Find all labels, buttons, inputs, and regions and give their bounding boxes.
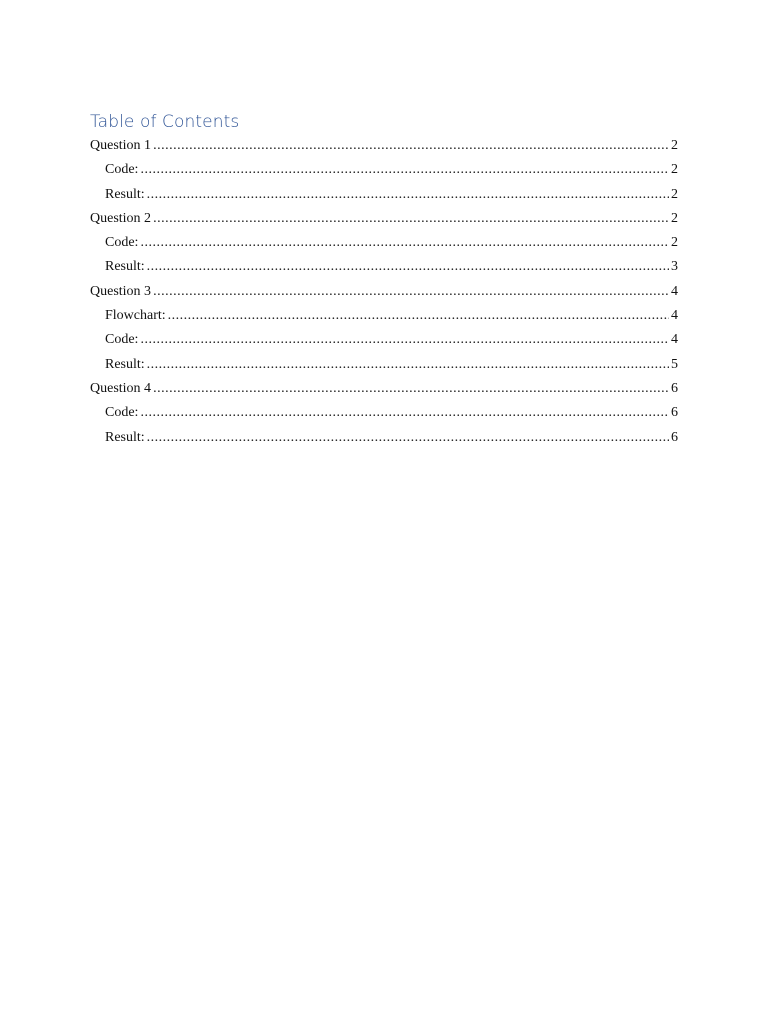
toc-entry-page-number: 4	[671, 283, 678, 299]
toc-dot-leader	[153, 134, 669, 158]
toc-entry-page-number: 2	[671, 138, 678, 153]
toc-entry[interactable]	[90, 328, 678, 352]
toc-entry-page-number: 2	[671, 162, 678, 178]
toc-entry-label: Question 3	[90, 283, 152, 299]
toc-entry-label: Code:	[105, 162, 139, 178]
toc-entry[interactable]	[90, 134, 678, 158]
toc-entry-label: Code:	[105, 235, 139, 251]
toc-entry-label: Result:	[105, 186, 145, 202]
toc-entry-label: Result:	[105, 259, 145, 275]
toc-entry-page-number: 4	[671, 308, 678, 324]
toc-dot-leader	[147, 353, 669, 377]
toc-entry[interactable]	[90, 304, 678, 328]
toc-entry-label: Question 1	[90, 138, 152, 153]
toc-dot-leader	[147, 255, 669, 279]
toc-entry-label: Code:	[105, 332, 139, 348]
toc-entry-label: Question 4	[90, 380, 152, 396]
toc-dot-leader	[140, 328, 669, 352]
toc-entry-page-number: 6	[671, 429, 678, 445]
toc-dot-leader	[140, 158, 669, 182]
toc-dot-leader	[147, 183, 669, 207]
toc-entry-page-number: 6	[671, 405, 678, 421]
toc-dot-leader	[153, 377, 669, 401]
toc-list	[90, 134, 678, 450]
toc-entry-page-number: 2	[671, 235, 678, 251]
toc-entry-page-number: 3	[671, 259, 678, 275]
toc-dot-leader	[168, 304, 669, 328]
toc-entry-label: Question 2	[90, 210, 152, 226]
toc-entry[interactable]	[90, 207, 678, 231]
toc-entry-label: Flowchart:	[105, 308, 166, 324]
toc-entry-label: Result:	[105, 429, 145, 445]
toc-entry[interactable]	[90, 401, 678, 425]
toc-entry[interactable]	[90, 426, 678, 450]
toc-entry[interactable]	[90, 377, 678, 401]
toc-entry-page-number: 4	[671, 332, 678, 348]
toc-entry[interactable]	[90, 353, 678, 377]
toc-entry-label: Code:	[105, 405, 139, 421]
toc-entry-page-number: 2	[671, 186, 678, 202]
toc-dot-leader	[153, 280, 669, 304]
toc-entry[interactable]	[90, 280, 678, 304]
toc-entry-page-number: 2	[671, 210, 678, 226]
toc-title: Table of Contents	[90, 112, 240, 132]
toc-dot-leader	[140, 401, 669, 425]
toc-dot-leader	[147, 426, 669, 450]
toc-entry-page-number: 6	[671, 380, 678, 396]
toc-dot-leader	[140, 231, 669, 255]
toc-entry[interactable]	[90, 158, 678, 182]
toc-entry[interactable]	[90, 231, 678, 255]
toc-entry[interactable]	[90, 255, 678, 279]
toc-dot-leader	[153, 207, 669, 231]
toc-entry-label: Result:	[105, 356, 145, 372]
toc-entry-page-number: 5	[671, 356, 678, 372]
table-of-contents	[90, 110, 678, 450]
toc-entry[interactable]	[90, 183, 678, 207]
